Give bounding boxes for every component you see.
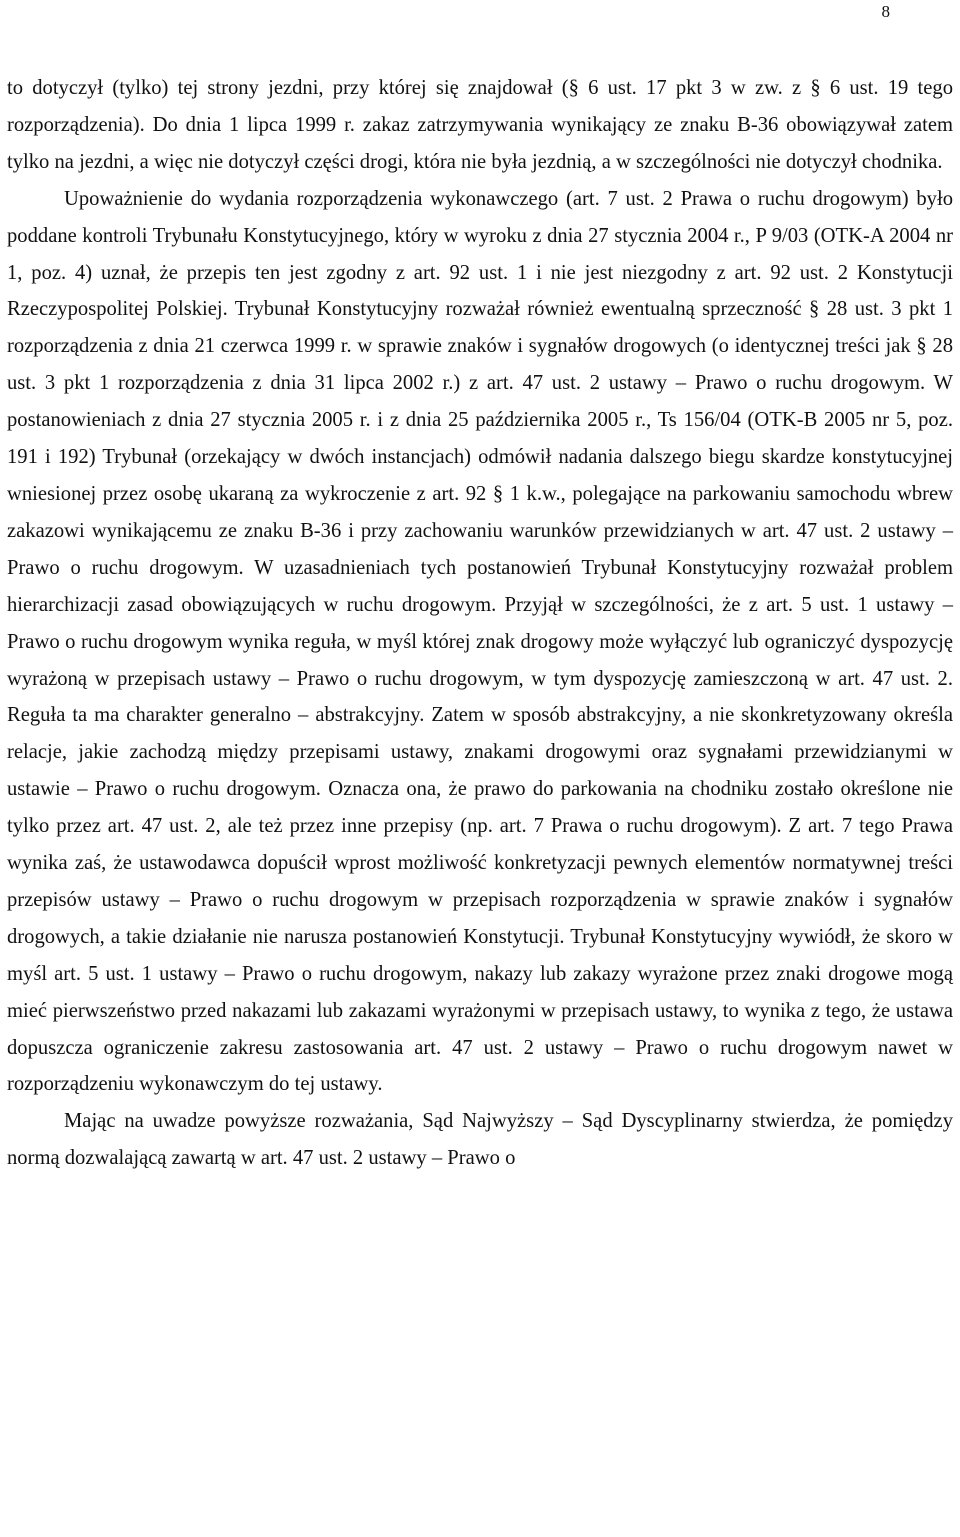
paragraph-conclusion: Mając na uwadze powyższe rozważania, Sąd Najwyższy – Sąd Dyscyplinarny stwierdza, że pomiędzy normą dozwalającą zawartą w art. 47 ust. 2 ustawy – Prawo o	[7, 1110, 953, 1170]
paragraph-tk-review: Upoważnienie do wydania rozporządzenia wykonawczego (art. 7 ust. 2 Prawa o ruchu drogowym) było poddane kontroli Trybunału Konstytucyjnego, który w wyroku z dnia 27 stycznia 2004 r., P 9/03 (OTK-A 2004 nr 1, poz. 4) uznał, że przepis ten jest zgodny z art. 92 ust. 1 i nie jest niezgodny z art. 92 ust. 2 Konstytucji Rzeczypospolitej Polskiej. Trybunał Konstytucyjny rozważał również ewentualną sprzeczność § 28 ust. 3 pkt 1 rozporządzenia z dnia 21 czerwca 1999 r. w sprawie znaków i sygnałów drogowych (o identycznej treści jak § 28 ust. 3 pkt 1 rozporządzenia z dnia 31 lipca 2002 r.) z art. 47 ust. 2 ustawy – Prawo o ruchu drogowym. W postanowieniach z dnia 27 stycznia 2005 r. i z dnia 25 października 2005 r., Ts 156/04 (OTK-B 2005 nr 5, poz. 191 i 192) Trybunał (orzekający w dwóch instancjach) odmówił nadania dalszego biegu skardze konstytucyjnej wniesionej przez osobę ukaraną za wykroczenie z art. 92 § 1 k.w., polegające na parkowaniu samochodu wbrew zakazowi wynikającemu ze znaku B-36 i przy zachowaniu warunków przewidzianych w art. 47 ust. 2 ustawy – Prawo o ruchu drogowym. W uzasadnieniach tych postanowień Trybunał Konstytucyjny rozważał problem hierarchizacji zasad obowiązujących w ruchu drogowym. Przyjął w szczególności, że z art. 5 ust. 1 ustawy – Prawo o ruchu drogowym wynika reguła, w myśl której znak drogowy może wyłączyć lub ograniczyć dyspozycję wyrażoną w przepisach ustawy – Prawo o ruchu drogowym, w tym dyspozycję zamieszczoną w art. 47 ust. 2. Reguła ta ma charakter generalno – abstrakcyjny. Zatem w sposób abstrakcyjny, a nie skonkretyzowany określa relacje, jakie zachodzą między przepisami ustawy, znakami drogowymi oraz sygnałami przewidzianymi w ustawie – Prawo o ruchu drogowym. Oznacza ona, że prawo do parkowania na chodniku zostało określone nie tylko przez art. 47 ust. 2, ale też przez inne przepisy (np. art. 7 Prawa o ruchu drogowym). Z art. 7 tego Prawa wynika zaś, że ustawodawca dopuścił wprost możliwość konkretyzacji pewnych elementów normatywnej treści przepisów ustawy – Prawo o ruchu drogowym w przepisach rozporządzenia w sprawie znaków i sygnałów drogowych, a takie działanie nie narusza postanowień Konstytucji. Trybunał Konstytucyjny wywiódł, że skoro w myśl art. 5 ust. 1 ustawy – Prawo o ruchu drogowym, nakazy lub zakazy wyrażone przez znaki drogowe mogą mieć pierwszeństwo przed nakazami lub zakazami wyrażonymi w przepisach ustawy, to wynika z tego, że ustawa dopuszcza ograniczenie zakresu zastosowania art. 47 ust. 2 ustawy – Prawo o ruchu drogowym nawet w rozporządzeniu wykonawczym do tej ustawy.	[7, 187, 953, 1096]
page-number: 8	[881, 2, 890, 21]
document-body	[7, 70, 953, 1177]
paragraph-continuation: to dotyczył (tylko) tej strony jezdni, przy której się znajdował (§ 6 ust. 17 pkt 3 w zw. z § 6 ust. 19 tego rozporządzenia). Do dnia 1 lipca 1999 r. zakaz zatrzymywania wynikający ze znaku B-36 obowiązywał zatem tylko na jezdni, a więc nie dotyczył części drogi, która nie była jezdnią, a w szczególności nie dotyczył chodnika.	[7, 77, 953, 173]
